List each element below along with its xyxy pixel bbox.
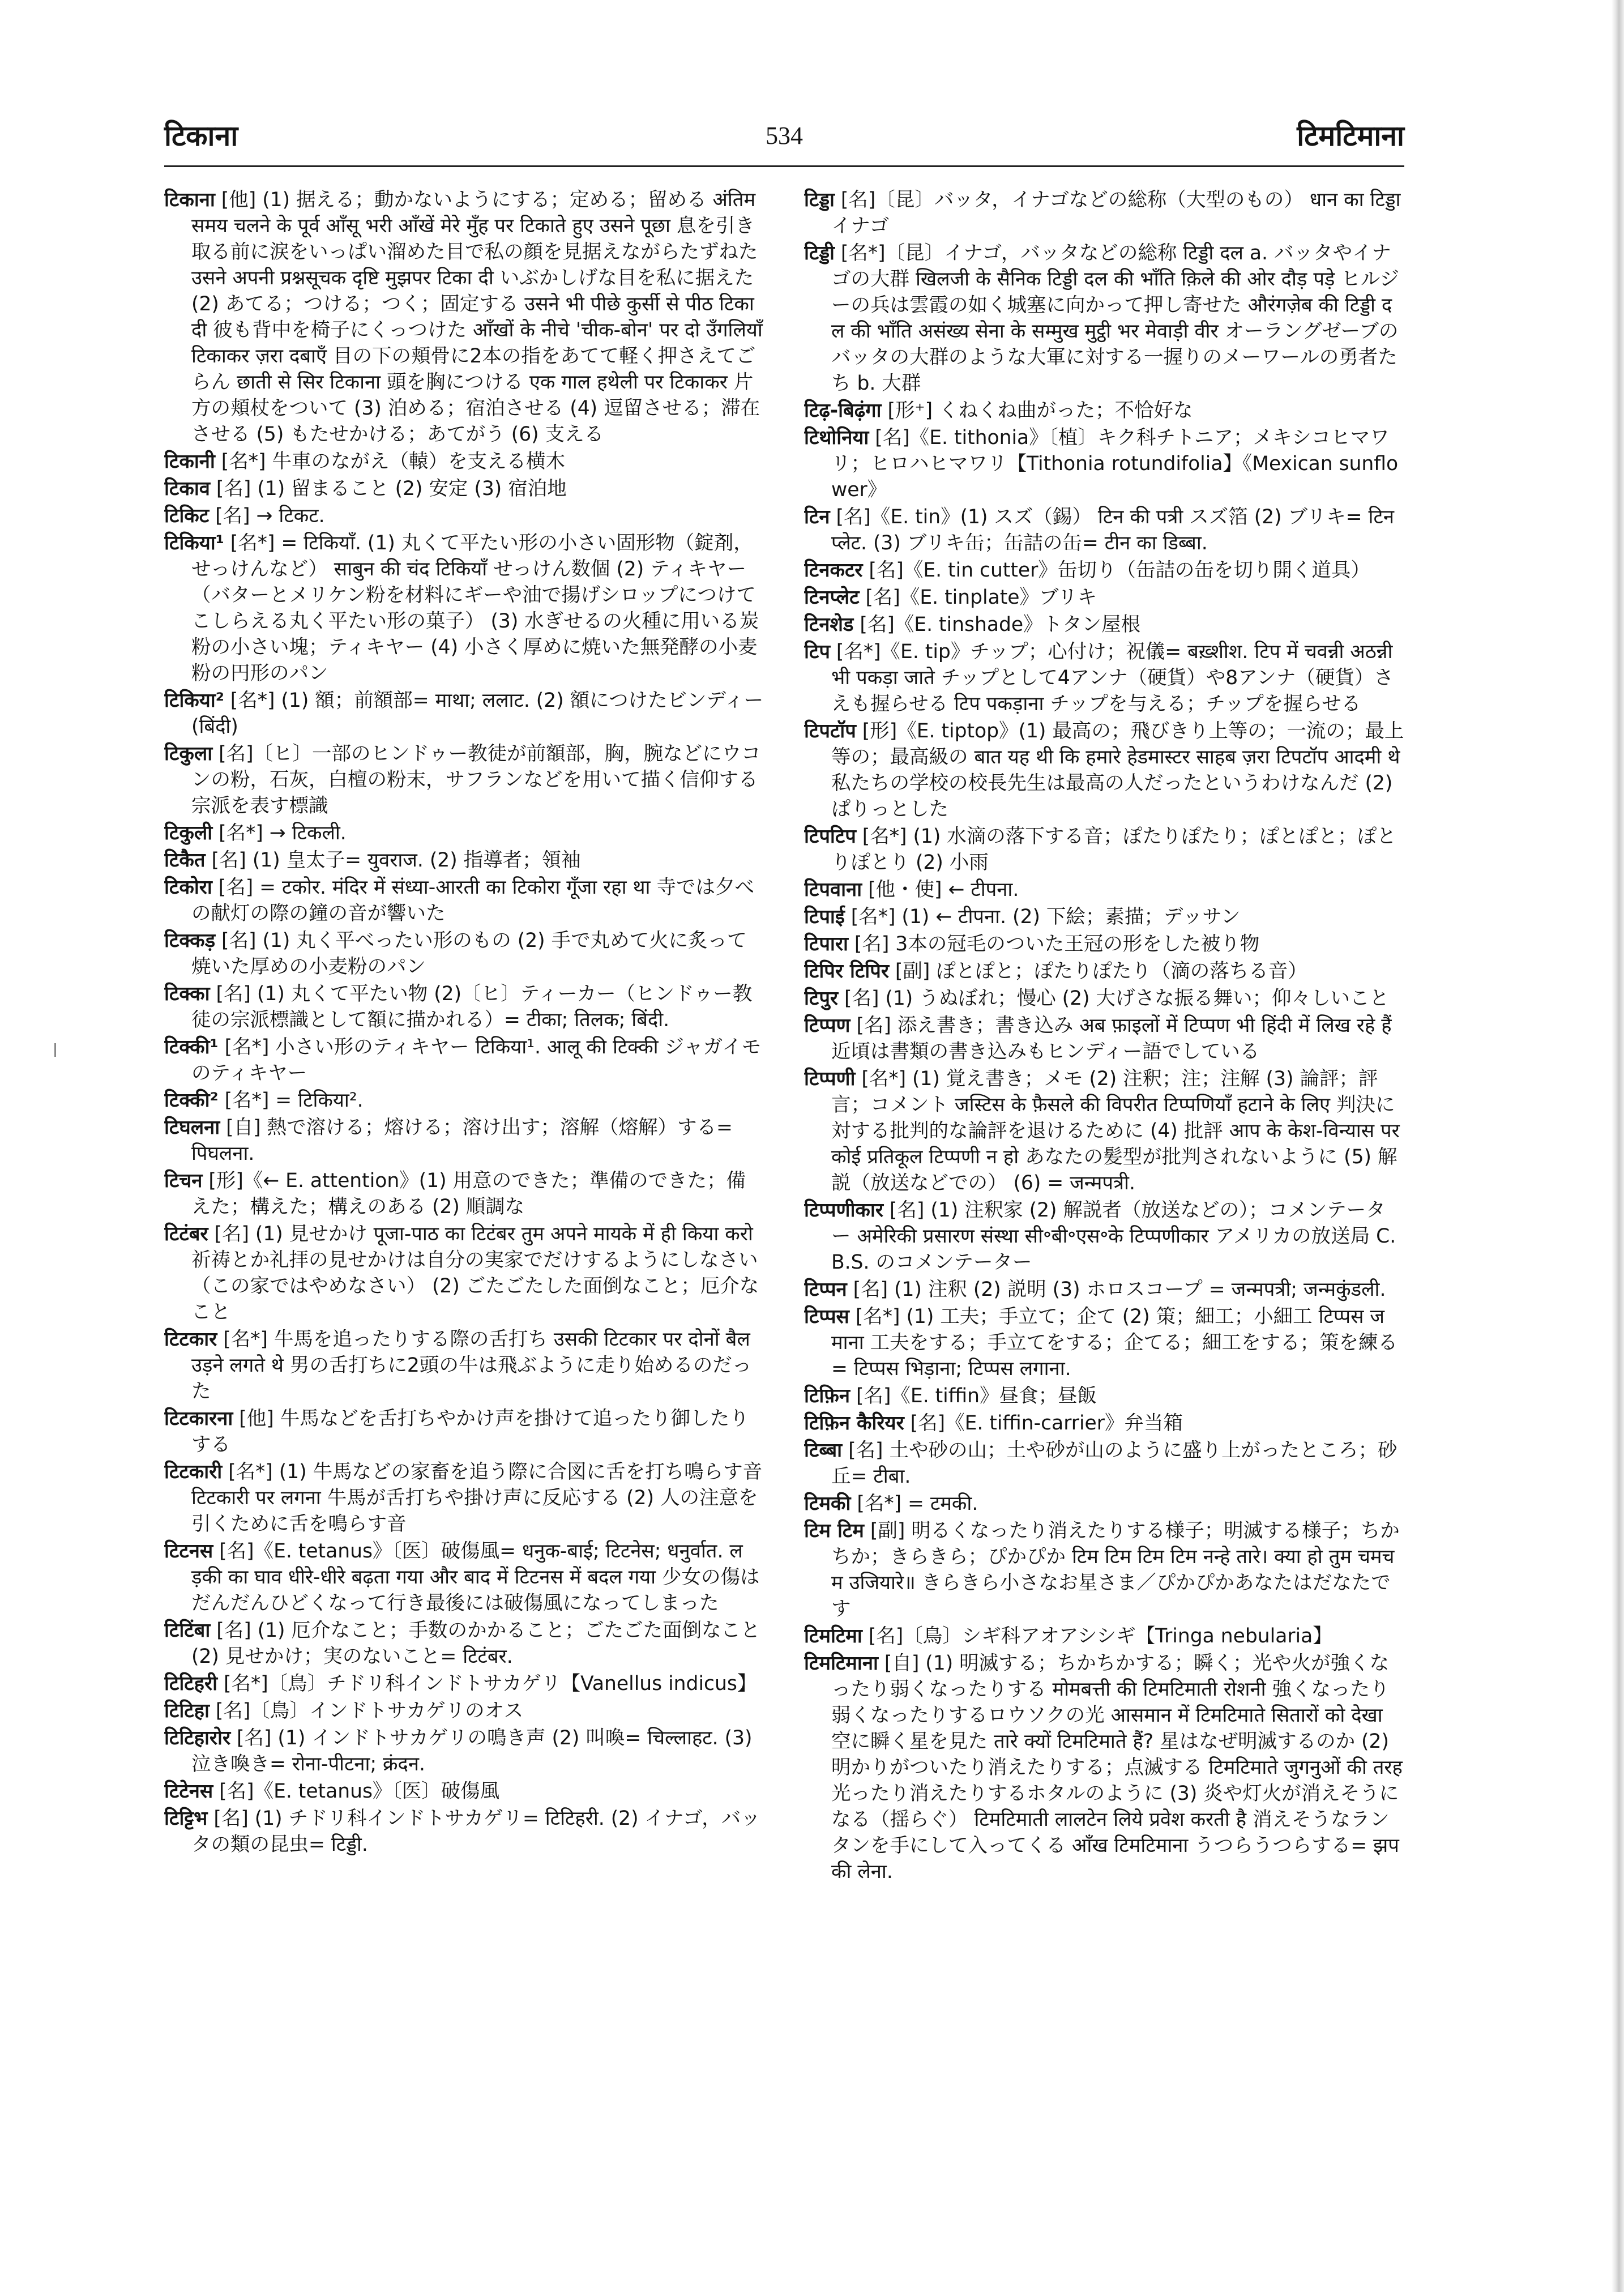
entry-headword: टिपटिप <box>804 825 856 848</box>
dictionary-entry <box>804 1383 1404 1409</box>
dictionary-entry <box>164 1115 764 1167</box>
entry-headword: टिक्का <box>164 983 210 1005</box>
entry-definition: [形]《← E. attention》(1) 用意のできた；準備のできた；備えた；構えた；構えのある (2) 順調な <box>191 1170 746 1218</box>
dictionary-entry <box>164 981 764 1033</box>
entry-headword: टिपाई <box>804 906 845 928</box>
entry-definition: [名] (1) 留まること (2) 安定 (3) 宿泊地 <box>210 477 567 500</box>
dictionary-entry <box>804 187 1404 239</box>
entry-headword: टिफ़िन कैरियर <box>804 1412 904 1435</box>
dictionary-entry <box>804 1197 1404 1275</box>
dictionary-entry <box>804 1304 1404 1382</box>
entry-definition: [名*] → टिकली. <box>212 822 347 844</box>
dictionary-entry <box>804 1013 1404 1065</box>
entry-definition: [副] ぽとぽと；ぽたりぽたり（滴の落ちる音） <box>888 960 1307 983</box>
entry-headword: टिप्पण <box>804 1014 851 1037</box>
dictionary-entry <box>804 823 1404 876</box>
entry-headword: टिघलना <box>164 1116 220 1139</box>
dictionary-entry <box>164 1406 764 1458</box>
entry-definition: [名]《E. tinshade》トタン屋根 <box>853 613 1141 636</box>
entry-definition: [名] (1) うぬぼれ；慢心 (2) 大げさな振る舞い；仰々しいこと <box>838 987 1390 1010</box>
dictionary-entry <box>804 425 1404 503</box>
entry-definition: [名]《E. tiffin》昼食；昼飯 <box>850 1385 1097 1407</box>
header-rule <box>164 165 1404 167</box>
entry-definition: [名]〔鳥〕インドトサカゲリのオス <box>209 1700 524 1722</box>
page-header <box>164 113 1404 159</box>
dictionary-entry <box>164 530 764 686</box>
dictionary-entry <box>164 1087 764 1113</box>
dictionary-entry <box>804 904 1404 930</box>
entry-headword: टिनशेड <box>804 613 854 636</box>
dictionary-entry <box>804 240 1404 396</box>
entry-definition: [名] (1) 注釈家 (2) 解説者（放送などの）；コメンテーター अमेरिकी प्रसारण संस्था सी॰बी॰एस॰के टिप्पणीकार アメリカの放送局 C.B.S. のコメンテーター <box>831 1199 1396 1274</box>
entry-definition: [名] 添え書き；書き込み अब फ़ाइलों में टिप्पण भी हिंदी में लिख रहे हैं 近頃は書類の書き込みもヒンディー語でしている <box>831 1014 1392 1063</box>
entry-headword: टिट्टिभ <box>164 1807 208 1830</box>
entry-definition: [名*] (1) 水滴の落下する音；ぽたりぽたり；ぽとぽと；ぽとりぽとり (2) 小雨 <box>831 825 1396 874</box>
entry-headword: टिटिंबा <box>164 1619 211 1642</box>
dictionary-entry <box>164 1698 764 1724</box>
entry-definition: [自] (1) 明滅する；ちかちかする；瞬く；光や火が強くなったり弱くなったりする मोमबत्ती की टिमटिमाती रोशनी 強くなったり弱くなったりするロウソクの光 आसमान में टिमटिमाते सितारों को देखा 空に瞬く星を見た तारे क्यों टिमटिमाते हैं? 星はなぜ明滅するのか (2) 明かりがついたり消えたりする；点滅する टिमटिमाते जुगनुओं की तरह 光ったり消えたりするホタルのように (3) 炎や灯火が消えそうになる（揺らぐ） टिमटिमाती लालटेन लिये प्रवेश करती है 消えそうなランタンを手にして入ってくる आँख टिमटिमाना うつらうつらする= झपकी लेना. <box>831 1652 1403 1883</box>
dictionary-entry <box>164 1168 764 1220</box>
entry-headword: टिपिर टिपिर <box>804 960 889 983</box>
entry-definition: [名*] = टमकी. <box>851 1492 978 1515</box>
entry-definition: [副] 明るくなったり消えたりする様子；明滅する様子；ちかちか；きらきら；ぴかぴか टिम टिम टिम टिम नन्हे तारे। क्या हो तुम चमचम उजियारे॥ きらきら小さなお星さま／ぴかぴかあなたはだなたです <box>831 1520 1400 1620</box>
entry-headword: टिकैत <box>164 849 206 872</box>
dictionary-entry <box>804 931 1404 957</box>
entry-headword: टिनप्लेट <box>804 586 860 609</box>
dictionary-entry <box>164 1617 764 1670</box>
entry-definition: [名*] (1) 工夫；手立て；企て (2) 策；細工；小細工 टिप्पस जमाना 工夫をする；手立てをする；企てる；細工をする；策を練る= टिप्पस भिड़ाना; टिप्पस लगाना. <box>831 1305 1398 1380</box>
entry-headword: टिमटिमाना <box>804 1652 878 1675</box>
entry-definition: [名]〔昆〕バッタ，イナゴなどの総称（大型のもの） धान का टिड्डा イナゴ <box>831 189 1401 237</box>
entry-headword: टिप <box>804 641 830 663</box>
dictionary-entry <box>804 877 1404 903</box>
dictionary-entry <box>164 1778 764 1804</box>
entry-definition: [名*] (1) 牛馬などの家畜を追う際に合図に舌を打ち鳴らす音 टिटकारी पर लगना 牛馬が舌打ちや掛け声に反応する (2) 人の注意を引くために舌を鳴らす音 <box>191 1461 763 1535</box>
dictionary-entry <box>804 1410 1404 1436</box>
dictionary-entry <box>804 985 1404 1011</box>
entry-definition: [他・使] ← टीपना. <box>862 878 1019 901</box>
entry-headword: टिकिट <box>164 505 210 527</box>
entry-headword: टिचन <box>164 1170 203 1192</box>
entry-definition: [名*] = टिकिया². <box>218 1089 364 1112</box>
entry-definition: [名]〔ヒ〕一部のヒンドゥー教徒が前額部，胸，腕などにウコンの粉，石灰，白檀の粉末，サフランなどを用いて描く信仰する宗派を表す標識 <box>191 742 761 817</box>
entry-definition: [名*] (1) 額；前額部= माथा; ललाट. (2) 額につけたビンディー (बिंदी) <box>191 689 764 738</box>
entry-definition: [名]《E. tetanus》〔医〕破傷風 <box>213 1780 500 1803</box>
entry-headword: टिप्पस <box>804 1305 849 1328</box>
entry-headword: टिटकार <box>164 1328 217 1351</box>
dictionary-entry <box>164 187 764 447</box>
entry-definition: [名*] 牛車のながえ（轅）を支える横木 <box>215 450 565 473</box>
entry-headword: टिक्की² <box>164 1089 219 1112</box>
margin-mark <box>54 1043 56 1057</box>
entry-headword: टिन <box>804 506 830 528</box>
entry-headword: टिक्कड़ <box>164 929 216 952</box>
entry-definition: [名]《E. tetanus》〔医〕破傷風= धनुक-बाई; टिटनेस; धनुर्वात. लड़की का घाव धीरे-धीरे बढ़ता गया और बाद में टिटनस में बदल गया 少女の傷はだんだんひどくなって行き最後には破傷風になってしまった <box>191 1540 760 1615</box>
entry-definition: [名*] (1) 覚え書き；メモ (2) 注釈；注；注解 (3) 論評；評言；コメント जस्टिस के फ़ैसले की विपरीत टिप्पणियाँ हटाने के लिए 判決に対する批判的な論評を退けるために (4) 批評 आप के केश-विन्यास पर कोई प्रतिकूल टिप्पणी न हो あなたの髪型が批判されないように (5) 解説（放送などでの） (6) = जन्मपत्री. <box>831 1068 1400 1194</box>
entry-headword: टिकुली <box>164 822 213 844</box>
entry-headword: टिप्पणीकार <box>804 1199 883 1222</box>
entry-definition: [名] (1) 注釈 (2) 説明 (3) ホロスコープ = जन्मपत्री; जन्मकुंडली. <box>847 1278 1386 1301</box>
dictionary-entry <box>804 1518 1404 1622</box>
dictionary-entry <box>804 1623 1404 1649</box>
entry-headword: टिकाना <box>164 189 215 211</box>
entry-definition: [名]《E. tin cutter》缶切り（缶詰の缶を切り開く道具） <box>862 559 1370 582</box>
entry-headword: टिड्डी <box>804 242 835 264</box>
entry-definition: [名]《E. tiffin-carrier》弁当箱 <box>904 1412 1183 1435</box>
dictionary-entry <box>164 741 764 819</box>
entry-definition: [名]《E. tithonia》〔植〕キク科チトニア；メキシコヒマワリ；ヒロハヒマワリ【Tithonia rotundifolia】《Mexican sunflower》 <box>831 426 1399 501</box>
entry-definition: [名*] (1) ← टीपना. (2) 下絵；素描；デッサン <box>844 906 1241 928</box>
dictionary-entry <box>164 688 764 740</box>
dictionary-entry <box>804 504 1404 556</box>
guide-word-left: टिकाना <box>164 119 238 152</box>
entry-definition: [形⁺] くねくね曲がった；不恰好な <box>881 399 1193 422</box>
guide-word-right: टिमटिमाना <box>1297 119 1404 152</box>
dictionary-entry <box>804 639 1404 717</box>
entry-definition: [名] (1) 丸く平べったい形のもの (2) 手で丸めて火に炙って焼いた厚めの小麦粉のパン <box>191 929 747 978</box>
entry-headword: टिनकटर <box>804 559 863 582</box>
entry-definition: [名] (1) チドリ科インドトサカゲリ= टिटिहरी. (2) イナゴ，バッタの類の昆虫= टिड्डी. <box>191 1807 760 1856</box>
dictionary-entry <box>804 557 1404 583</box>
dictionary-entry <box>164 449 764 475</box>
dictionary-entry <box>164 1459 764 1537</box>
entry-headword: टिकिया² <box>164 689 224 712</box>
entry-definition: [名] → टिकट. <box>209 505 325 527</box>
entry-definition: [名] (1) インドトサカゲリの鳴き声 (2) 叫喚= चिल्लाहट. (3) 泣き喚き= रोना-पीटना; क्रंदन. <box>191 1727 753 1775</box>
entry-definition: [名]《E. tinplate》ブリキ <box>859 586 1097 609</box>
entry-headword: टिपारा <box>804 933 848 955</box>
dictionary-entry <box>804 584 1404 611</box>
dictionary-entry <box>804 1277 1404 1303</box>
dictionary-entry <box>804 718 1404 822</box>
entry-headword: टिटकारना <box>164 1407 233 1430</box>
entry-headword: टिटिहारोर <box>164 1727 231 1749</box>
entry-headword: टिप्पन <box>804 1278 847 1301</box>
entry-definition: [名] (1) 皇太子= युवराज. (2) 指導者；領袖 <box>205 849 581 872</box>
dictionary-entry <box>804 1650 1404 1885</box>
dictionary-entry <box>164 1725 764 1777</box>
entry-definition: [名*]《E. tip》チップ；心付け；祝儀= बख़्शीश. टिप में चवन्नी अठन्नी भी पकड़ा जाते チップとして4アンナ（硬貨）や8アンナ（硬貨）さえも握らせる टिप पकड़ाना チップを与える；チップを握らせる <box>830 641 1394 715</box>
entry-definition: [名] (1) 見せかけ पूजा-पाठ का टिटंबर तुम अपने मायके में ही किया करो 祈祷とか礼拝の見せかけは自分の実家でだけするようにしなさい（この家ではやめなさい） (2) ごたごたした面倒なこと；厄介なこと <box>191 1223 759 1324</box>
dictionary-entry <box>164 1221 764 1325</box>
entry-definition: [名] (1) 厄介なこと；手数のかかること；ごたごた面倒なこと (2) 見せかけ；実のないこと= टिटंबर. <box>191 1619 760 1668</box>
entry-definition: [自] 熱で溶ける；熔ける；溶け出す；溶解（熔解）する= पिघलना. <box>191 1116 733 1165</box>
entry-headword: टिकोरा <box>164 876 212 899</box>
page-edge-shadow <box>1612 0 1624 2292</box>
entry-headword: टिपवाना <box>804 878 862 901</box>
dictionary-entry <box>164 874 764 927</box>
entry-headword: टिथोनिया <box>804 426 869 449</box>
dictionary-entry <box>164 1671 764 1697</box>
dictionary-entry <box>804 612 1404 638</box>
entry-headword: टिकाव <box>164 477 210 500</box>
entry-definition: [名*] = टिकियाँ. (1) 丸くて平たい形の小さい固形物（錠剤，せっけんなど） साबुन की चंद टिकियाँ せっけん数個 (2) ティキヤー（バターとメリケン粉を材料にギーや油で揚げシロップにつけてこしらえる丸く平たい形の菓子） (3) 水ぎせるの火種に用いる炭粉の小さい塊；ティキヤー (4) 小さく厚めに焼いた無発酵の小麦粉の円形のパン <box>191 532 759 685</box>
entry-headword: टिटकारी <box>164 1461 223 1483</box>
entry-definition: [名] 土や砂の山；土や砂が山のように盛り上がったところ；砂丘= टीबा. <box>831 1439 1398 1488</box>
dictionary-entry <box>164 847 764 873</box>
entry-definition: [名]〔鳥〕シギ科アオアシシギ【Tringa nebularia】 <box>862 1625 1332 1647</box>
entry-definition: [他] (1) 据える；動かないようにする；定める；留める अंतिम समय चलने के पूर्व आँसू भरी आँखें मेरे मुँह पर टिकाते हुए उसने पूछा 息を引き取る前に涙をいっぱい溜めた目で私の顔を見据えながらたずねた उसने अपनी प्रश्नसूचक दृष्टि मुझपर टिका दी いぶかしげな目を私に据えた (2) あてる；つける；つく；固定する उसने भी पीछे कुर्सी से पीठ टिका दी 彼も背中を椅子にくっつけた आँखों के नीचे 'चीक-बोन' पर दो उँगलियाँ टिकाकर ज़रा दबाएँ 目の下の頬骨に2本の指をあてて軽く押さえてごらん छाती से सिर टिकाना 頭を胸につける एक गाल हथेली पर टिकाकर 片方の頬杖をついて (3) 泊める；宿泊させる (4) 逗留させる；滞在させる (5) もたせかける；あてがう (6) 支える <box>191 189 763 446</box>
entry-definition: [名*] 牛馬を追ったりする際の舌打ち उसकी टिटकार पर दोनों बैल उड़ने लगते थे 男の舌打ちに2頭の牛は飛ぶように走り始めるのだった <box>191 1328 752 1403</box>
entry-headword: टिटिहरी <box>164 1672 218 1695</box>
entry-headword: टिटंबर <box>164 1223 208 1245</box>
entry-headword: टिटनस <box>164 1540 213 1563</box>
entry-definition: [名]《E. tin》(1) スズ（錫） टिन की पत्री スズ箔 (2) ブリキ= टिनप्लेट. (3) ブリキ缶；缶詰の缶= टीन का डिब्बा. <box>830 506 1395 554</box>
entry-headword: टिमटिमा <box>804 1625 862 1647</box>
dictionary-entry <box>804 1066 1404 1196</box>
dictionary-entry <box>164 503 764 529</box>
right-column <box>804 187 1404 2248</box>
entry-headword: टिमकी <box>804 1492 851 1515</box>
entry-headword: टिकिया¹ <box>164 532 224 554</box>
entry-headword: टिकुला <box>164 742 213 765</box>
dictionary-entry <box>164 928 764 980</box>
dictionary-entry <box>164 476 764 502</box>
entry-headword: टिब्बा <box>804 1439 843 1462</box>
entry-headword: टिकानी <box>164 450 215 473</box>
entry-definition: [名*]〔鳥〕チドリ科インドトサカゲリ【Vanellus indicus】 <box>217 1672 757 1695</box>
entry-headword: टिफ़िन <box>804 1385 851 1407</box>
entry-headword: टिढ़-बिढ़ंगा <box>804 399 882 422</box>
entry-definition: [名] = टकोर. मंदिर में संध्या-आरती का टिकोरा गूँजा रहा था 寺では夕べの献灯の際の鐘の音が響いた <box>191 876 754 925</box>
dictionary-entry <box>804 1491 1404 1517</box>
dictionary-entry <box>804 1437 1404 1489</box>
dictionary-entry <box>804 958 1404 984</box>
dictionary-entry <box>164 820 764 846</box>
dictionary-entry <box>804 398 1404 424</box>
entry-headword: टिप्पणी <box>804 1068 856 1090</box>
entry-definition: [名] (1) 丸くて平たい物 (2)〔ヒ〕ティーカー（ヒンドゥー教徒の宗派標識として額に描かれる）= टीका; तिलक; बिंदी. <box>191 983 753 1031</box>
entry-headword: टिड्डा <box>804 189 835 211</box>
page-number: 534 <box>766 122 803 150</box>
entry-headword: टिपटॉप <box>804 720 856 742</box>
entry-definition: [名] 3本の冠毛のついた王冠の形をした被り物 <box>848 933 1260 955</box>
entry-definition: [他] 牛馬などを舌打ちやかけ声を掛けて追ったり御したりする <box>191 1407 749 1456</box>
entry-definition: [名*]〔昆〕イナゴ，バッタなどの総称 टिड्डी दल a. バッタやイナゴの大群 खिलजी के सैनिक टिड्डी दल की भाँति क़िले की ओर दौड़ पड़े ヒルジーの兵は雲霞の如く城塞に向かって押し寄せた औरंगज़ेब की टिड्डी दल की भाँति असंख्य सेना के सम्मुख मुट्ठी भर मेवाड़ी वीर オーラングゼーブのバッタの大群のような大軍に対する一握りのメーワールの勇者たち b. 大群 <box>831 242 1399 395</box>
entry-definition: [名*] 小さい形のティキヤー टिकिया¹. आलू की टिक्की ジャガイモのティキヤー <box>191 1036 762 1085</box>
dictionary-entry <box>164 1034 764 1086</box>
entry-headword: टिपुर <box>804 987 839 1010</box>
entry-headword: टिम टिम <box>804 1520 864 1542</box>
dictionary-body <box>164 187 1404 2248</box>
dictionary-entry <box>164 1806 764 1858</box>
entry-headword: टिक्की¹ <box>164 1036 219 1058</box>
entry-definition: [形]《E. tiptop》(1) 最高の；飛びきり上等の；一流の；最上等の；最高級の बात यह थी कि हमारे हेडमास्टर साहब ज़रा टिपटॉप आदमी थे 私たちの学校の校長先生は最高の人だったというわけなんだ (2) ぱりっとした <box>831 720 1404 821</box>
left-column <box>164 187 764 2248</box>
entry-headword: टिटिहा <box>164 1700 210 1722</box>
dictionary-entry <box>164 1326 764 1405</box>
entry-headword: टिटेनस <box>164 1780 213 1803</box>
dictionary-entry <box>164 1538 764 1616</box>
